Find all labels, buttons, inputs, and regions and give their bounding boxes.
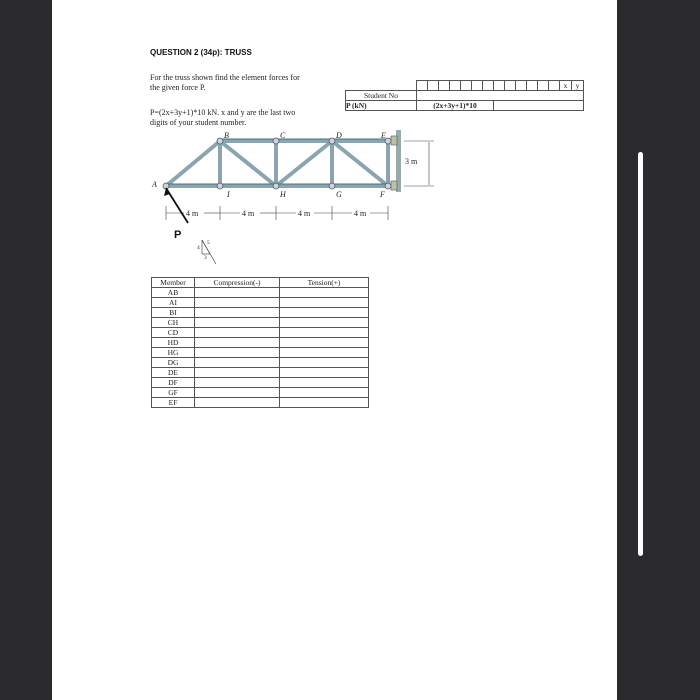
- tension-cell[interactable]: [280, 378, 369, 388]
- node-label-a: A: [152, 180, 157, 189]
- right-dark-border: [617, 0, 700, 700]
- truss-members: [166, 141, 388, 186]
- table-row: [152, 398, 369, 408]
- formula-line-2: digits of your student number.: [150, 118, 247, 127]
- tension-cell[interactable]: [280, 328, 369, 338]
- span-label-4: 4 m: [354, 209, 367, 218]
- tension-cell[interactable]: [280, 348, 369, 358]
- member-name: AB: [152, 288, 195, 298]
- member-name: CD: [152, 328, 195, 338]
- member-name: HD: [152, 338, 195, 348]
- compression-cell[interactable]: [195, 348, 280, 358]
- header-member: Member: [152, 278, 195, 288]
- span-label-3: 4 m: [298, 209, 311, 218]
- tension-cell[interactable]: [280, 368, 369, 378]
- tension-cell[interactable]: [280, 338, 369, 348]
- scrollbar-thumb[interactable]: [638, 152, 643, 556]
- load-label: P: [174, 229, 182, 241]
- node-label-d: D: [336, 131, 342, 140]
- formula-line-1: P=(2x+3y+1)*10 kN. x and y are the last two: [150, 108, 296, 117]
- member-name: AI: [152, 298, 195, 308]
- slope-label-5: 5: [207, 240, 210, 246]
- tension-cell[interactable]: [280, 298, 369, 308]
- member-name: CH: [152, 318, 195, 328]
- node-label-b: B: [224, 131, 229, 140]
- tension-cell[interactable]: [280, 308, 369, 318]
- compression-cell[interactable]: [195, 288, 280, 298]
- member-name: DF: [152, 378, 195, 388]
- span-label-2: 4 m: [242, 209, 255, 218]
- x-header: x: [560, 81, 572, 91]
- node-label-i: I: [227, 190, 230, 199]
- digit-cell: [516, 81, 527, 91]
- member-name: DG: [152, 358, 195, 368]
- digit-cell: [483, 81, 494, 91]
- digit-cell: [494, 81, 505, 91]
- node-label-c: C: [280, 131, 286, 140]
- member-name: GF: [152, 388, 195, 398]
- digit-cell: [450, 81, 461, 91]
- p-value[interactable]: [494, 101, 584, 111]
- truss-figure: [148, 128, 438, 278]
- table-row: [152, 298, 369, 308]
- node-label-h: H: [280, 190, 286, 199]
- compression-cell[interactable]: [195, 338, 280, 348]
- digit-cell: [538, 81, 549, 91]
- table-row: [152, 308, 369, 318]
- tension-cell[interactable]: [280, 288, 369, 298]
- p-label: P (kN): [346, 101, 417, 111]
- tension-cell[interactable]: [280, 358, 369, 368]
- digit-cell: [505, 81, 516, 91]
- table-row: [152, 288, 369, 298]
- digit-cell: [428, 81, 439, 91]
- tension-cell[interactable]: [280, 318, 369, 328]
- compression-cell[interactable]: [195, 318, 280, 328]
- compression-cell[interactable]: [195, 398, 280, 408]
- digit-cell: [439, 81, 450, 91]
- digit-cell: [417, 81, 428, 91]
- compression-cell[interactable]: [195, 378, 280, 388]
- table-row: [152, 358, 369, 368]
- pin-support-f: [391, 181, 397, 190]
- digit-cell: [461, 81, 472, 91]
- member-name: BI: [152, 308, 195, 318]
- table-row: [152, 348, 369, 358]
- student-no-value[interactable]: [417, 91, 584, 101]
- intro-line-1: For the truss shown find the element forces for: [150, 73, 300, 82]
- compression-cell[interactable]: [195, 298, 280, 308]
- intro-line-2: the given force P.: [150, 83, 206, 92]
- compression-cell[interactable]: [195, 388, 280, 398]
- y-header: y: [572, 81, 584, 91]
- table-row: [152, 368, 369, 378]
- member-name: DE: [152, 368, 195, 378]
- node-label-g: G: [336, 190, 342, 199]
- compression-cell[interactable]: [195, 328, 280, 338]
- member-name: HG: [152, 348, 195, 358]
- node-label-e: E: [381, 131, 386, 140]
- question-heading: QUESTION 2 (34p): TRUSS: [150, 48, 252, 57]
- header-tension: Tension(+): [280, 278, 369, 288]
- student-number-table: [345, 80, 584, 111]
- student-no-label: Student No: [346, 91, 417, 101]
- left-dark-border: [0, 0, 52, 700]
- tension-cell[interactable]: [280, 388, 369, 398]
- table-row: [152, 328, 369, 338]
- table-row: [152, 378, 369, 388]
- span-label-1: 4 m: [186, 209, 199, 218]
- digit-cell: [527, 81, 538, 91]
- digit-cell: [472, 81, 483, 91]
- empty-corner-cell: [346, 81, 417, 91]
- member-force-table: [151, 277, 369, 408]
- compression-cell[interactable]: [195, 308, 280, 318]
- node-label-f: F: [380, 190, 385, 199]
- pin-support-e: [391, 136, 397, 145]
- table-row: [152, 388, 369, 398]
- member-name: EF: [152, 398, 195, 408]
- slope-label-3: 3: [204, 255, 207, 261]
- table-row: [152, 338, 369, 348]
- tension-cell[interactable]: [280, 398, 369, 408]
- p-formula: (2x+3y+1)*10: [417, 101, 494, 111]
- digit-cell: [549, 81, 560, 91]
- compression-cell[interactable]: [195, 358, 280, 368]
- height-label: 3 m: [405, 157, 418, 166]
- header-compression: Compression(-): [195, 278, 280, 288]
- compression-cell[interactable]: [195, 368, 280, 378]
- table-row: [152, 318, 369, 328]
- slope-label-4: 4: [197, 245, 200, 251]
